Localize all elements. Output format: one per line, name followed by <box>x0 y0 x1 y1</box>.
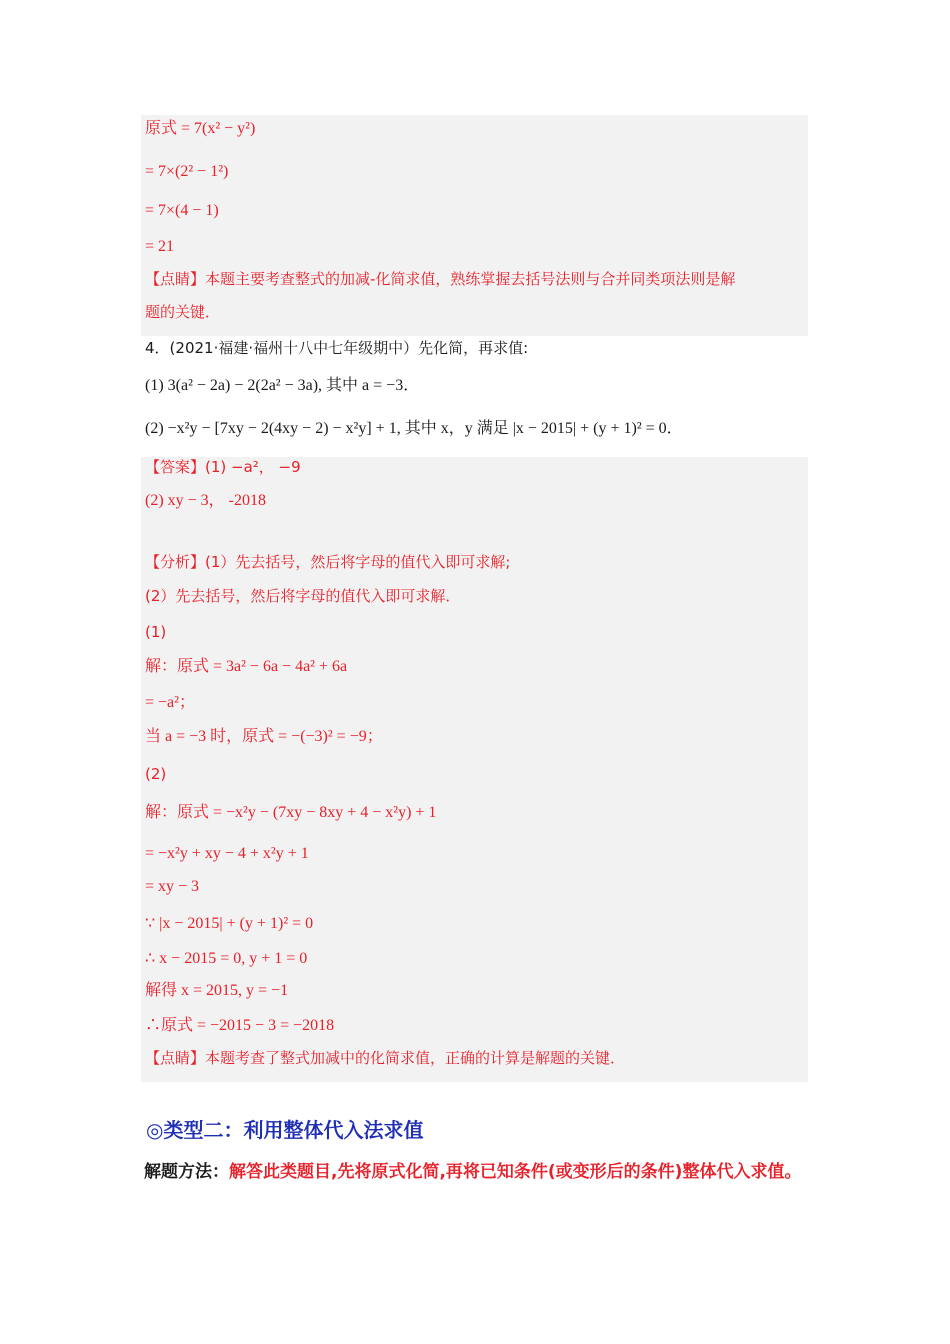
solution-note-line-2: 题的关键． <box>145 303 221 321</box>
answer-line-2: (2) xy − 3， -2018 <box>145 492 267 509</box>
problem-4-title: 4．(2021·福建·福州十八中七年级期中）先化简，再求值: <box>145 339 529 357</box>
analysis-line-2: (2）先去括号，然后将字母的值代入即可求解． <box>145 587 461 605</box>
part-2-step-7: ∴原式 = −2015 − 3 = −2018 <box>145 1017 335 1034</box>
part-1-step-1: 解：原式 = 3a² − 6a − 4a² + 6a <box>145 658 348 675</box>
method-text: 解答此类题目,先将原式化简,再将已知条件(或变形后的条件)整体代入求值。 <box>229 1162 802 1182</box>
solution-box-1 <box>141 115 808 336</box>
solution-line-result: = 21 <box>145 238 175 255</box>
part-1-step-2: = −a²； <box>145 694 195 711</box>
type-two-method <box>144 1155 814 1189</box>
problem-4-part-2: (2) −x²y − [7xy − 2(4xy − 2) − x²y] + 1, 其中 x，y 满足 |x − 2015| + (y + 1)² = 0． <box>145 420 683 437</box>
solution-line-simplify: = 7×(4 − 1) <box>145 202 219 219</box>
solution-line-substitute: = 7×(2² − 1²) <box>145 163 229 180</box>
part-2-step-6: 解得 x = 2015, y = −1 <box>145 982 289 999</box>
part-2-step-1: 解：原式 = −x²y − (7xy − 8xy + 4 − x²y) + 1 <box>145 804 437 821</box>
part-2-step-2: = −x²y + xy − 4 + x²y + 1 <box>145 845 309 862</box>
part-2-step-3: = xy − 3 <box>145 878 200 895</box>
answer-line-1: 【答案】(1) −a²， −9 <box>145 458 301 476</box>
method-label: 解题方法： <box>144 1162 229 1182</box>
solution-2-note: 【点睛】本题考查了整式加减中的化简求值，正确的计算是解题的关键． <box>145 1049 626 1067</box>
part-2-label: (2) <box>145 765 167 783</box>
problem-4-part-1: (1) 3(a² − 2a) − 2(2a² − 3a), 其中 a = −3． <box>145 377 420 394</box>
part-2-step-5: ∴ x − 2015 = 0, y + 1 = 0 <box>145 950 308 967</box>
analysis-line-1: 【分析】(1）先去括号，然后将字母的值代入即可求解; <box>145 553 511 571</box>
part-1-label: (1) <box>145 623 167 641</box>
part-2-step-4: ∵ |x − 2015| + (y + 1)² = 0 <box>145 915 314 932</box>
solution-line-original-expression: 原式 = 7(x² − y²) <box>145 120 256 137</box>
type-two-heading: ◎类型二：利用整体代入法求值 <box>146 1118 424 1142</box>
solution-note-line-1: 【点睛】本题主要考查整式的加减-化简求值，熟练掌握去括号法则与合并同类项法则是解 <box>145 270 736 288</box>
part-1-step-3: 当 a = −3 时，原式 = −(−3)² = −9； <box>145 728 383 745</box>
